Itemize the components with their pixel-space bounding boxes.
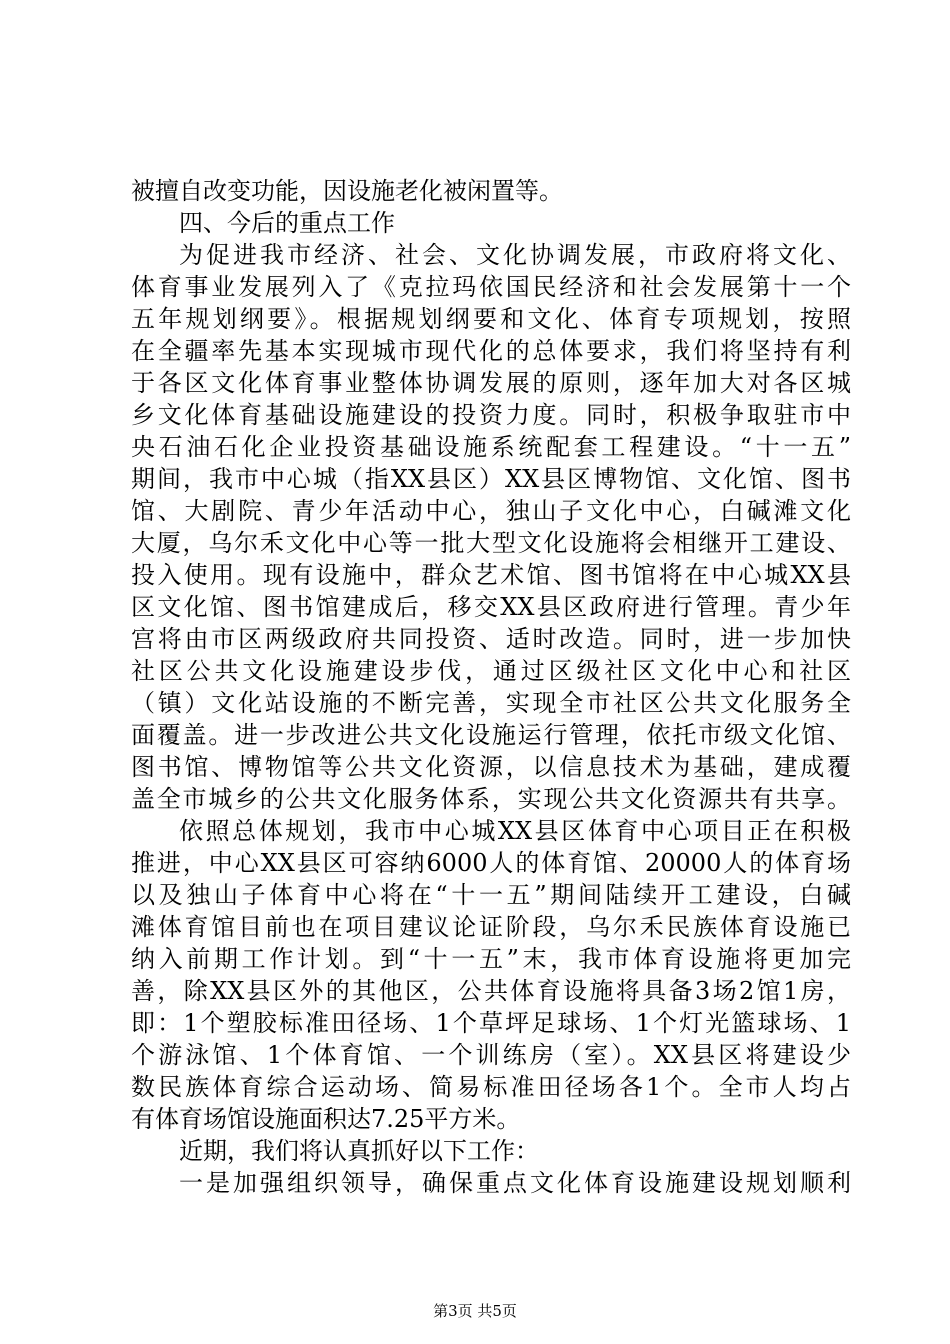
text-line: 图书馆、博物馆等公共文化资源，以信息技术为基础，建成覆 — [131, 753, 851, 781]
text-line: 体育事业发展列入了《克拉玛依国民经济和社会发展第十一个 — [131, 273, 851, 301]
text-line: 滩体育馆目前也在项目建议论证阶段，乌尔禾民族体育设施已 — [131, 913, 851, 941]
text-line: 善，除XX县区外的其他区，公共体育设施将具备3场2馆1房， — [131, 977, 851, 1005]
page-number: 第3页 共5页 — [433, 1302, 517, 1320]
text-line: 为促进我市经济、社会、文化协调发展，市政府将文化、 — [179, 241, 851, 269]
text-line: 数民族体育综合运动场、简易标准田径场各1个。全市人均占 — [131, 1073, 851, 1101]
text-line: 面覆盖。进一步改进公共文化设施运行管理，依托市级文化馆、 — [131, 721, 851, 749]
section-heading: 四、今后的重点工作 — [179, 209, 395, 237]
text-line: 有体育场馆设施面积达7.25平方米。 — [131, 1105, 521, 1133]
text-line: 五年规划纲要》。根据规划纲要和文化、体育专项规划，按照 — [131, 305, 851, 333]
text-line: 个游泳馆、1个体育馆、一个训练房（室）。XX县区将建设少 — [131, 1041, 851, 1069]
text-line: 在全疆率先基本实现城市现代化的总体要求，我们将坚持有利 — [131, 337, 851, 365]
text-line: 投入使用。现有设施中，群众艺术馆、图书馆将在中心城XX县 — [131, 561, 851, 589]
text-line: 区文化馆、图书馆建成后，移交XX县区政府进行管理。青少年 — [131, 593, 851, 621]
text-line: 纳入前期工作计划。到“十一五”末，我市体育设施将更加完 — [131, 945, 851, 973]
text-line: 即：1个塑胶标准田径场、1个草坪足球场、1个灯光篮球场、1 — [131, 1009, 851, 1037]
text-line: 乡文化体育基础设施建设的投资力度。同时，积极争取驻市中 — [131, 401, 851, 429]
text-line: 盖全市城乡的公共文化服务体系，实现公共文化资源共有共享。 — [131, 785, 851, 813]
text-line: 于各区文化体育事业整体协调发展的原则，逐年加大对各区城 — [131, 369, 851, 397]
text-line: 央石油石化企业投资基础设施系统配套工程建设。“十一五” — [131, 433, 851, 461]
text-line: 一是加强组织领导，确保重点文化体育设施建设规划顺利 — [179, 1169, 851, 1197]
text-line: 宫将由市区两级政府共同投资、适时改造。同时，进一步加快 — [131, 625, 851, 653]
text-line: 被擅自改变功能，因设施老化被闲置等。 — [131, 177, 563, 205]
text-line: 推进，中心XX县区可容纳6000人的体育馆、20000人的体育场 — [131, 849, 851, 877]
text-line: 大厦，乌尔禾文化中心等一批大型文化设施将会相继开工建设、 — [131, 529, 851, 557]
text-line: 期间，我市中心城（指XX县区）XX县区博物馆、文化馆、图书 — [131, 465, 851, 493]
text-line: 以及独山子体育中心将在“十一五”期间陆续开工建设，白碱 — [131, 881, 851, 909]
text-line: 依照总体规划，我市中心城XX县区体育中心项目正在积极 — [179, 817, 851, 845]
text-line: 社区公共文化设施建设步伐，通过区级社区文化中心和社区 — [131, 657, 851, 685]
text-line: （镇）文化站设施的不断完善，实现全市社区公共文化服务全 — [131, 689, 851, 717]
text-line: 馆、大剧院、青少年活动中心，独山子文化中心，白碱滩文化 — [131, 497, 851, 525]
text-line: 近期，我们将认真抓好以下工作： — [179, 1137, 539, 1165]
